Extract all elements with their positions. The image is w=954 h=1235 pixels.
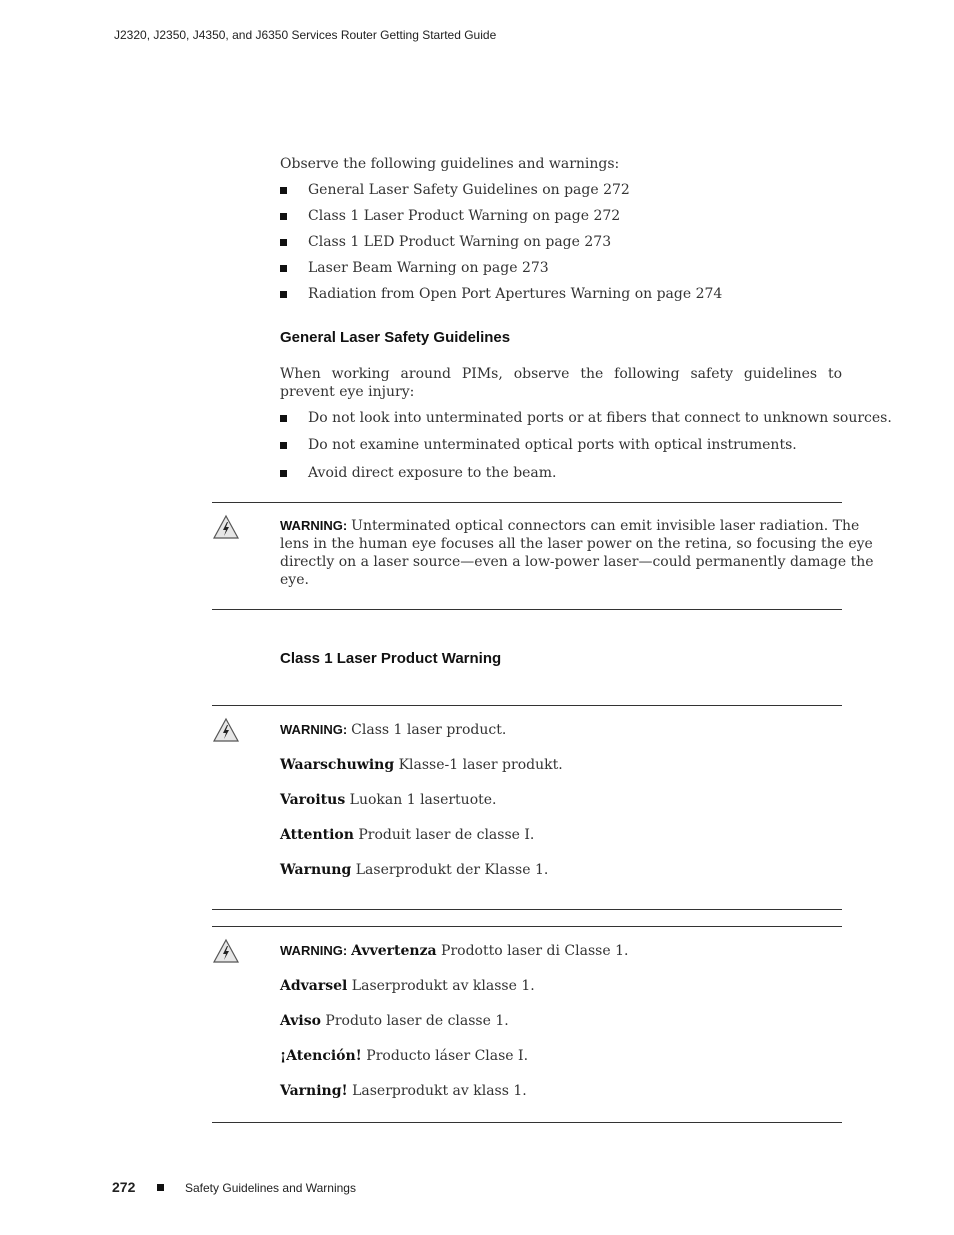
toc-item <box>280 234 850 254</box>
warning-label: WARNING: <box>280 722 348 737</box>
translation-line <box>280 792 497 808</box>
divider <box>212 909 842 910</box>
warning-line <box>280 722 506 738</box>
toc-item <box>280 208 850 228</box>
translation-text: Klasse-1 laser produkt. <box>398 757 563 773</box>
footer-bullet <box>157 1184 164 1191</box>
translation-text: Laserprodukt der Klasse 1. <box>355 862 549 878</box>
bullet-square <box>280 187 287 194</box>
guideline-item <box>280 437 850 457</box>
bullet-square <box>280 213 287 220</box>
warning-text: lens in the human eye focuses all the laser power on the retina, so focusing the eye <box>280 536 873 552</box>
page-number: 272 <box>112 1179 136 1195</box>
guideline-item <box>280 410 892 430</box>
warning-text: Unterminated optical connectors can emit invisible laser radiation. The <box>351 518 860 534</box>
intro-text: Observe the following guidelines and warnings: <box>280 156 620 172</box>
footer-section: Safety Guidelines and Warnings <box>185 1181 356 1195</box>
bullet-square <box>280 442 287 449</box>
translation-text: Produto laser de classe 1. <box>325 1013 509 1029</box>
translation-language: Attention <box>280 827 354 843</box>
warning-label: WARNING: <box>280 943 348 958</box>
translation-language: Waarschuwing <box>280 757 395 773</box>
translation-language: Aviso <box>280 1013 321 1029</box>
warning-line <box>280 554 874 570</box>
section-heading-class1-laser: Class 1 Laser Product Warning <box>280 650 502 667</box>
translation-language: Varning! <box>280 1083 348 1099</box>
bullet-square <box>280 239 287 246</box>
guideline-label: Avoid direct exposure to the beam. <box>308 465 557 481</box>
guideline-label: Do not look into unterminated ports or at fibers that connect to unknown sources. <box>308 410 892 426</box>
lightning-warning-triangle-icon <box>212 514 240 540</box>
translation-language: Varoitus <box>280 792 346 808</box>
warning-line <box>280 536 873 552</box>
translation-text: Prodotto laser di Classe 1. <box>441 943 629 959</box>
guideline-label: Do not examine unterminated optical ports with optical instruments. <box>308 437 797 453</box>
warning-line <box>280 943 628 959</box>
warning-text: eye. <box>280 572 309 588</box>
guideline-item <box>280 465 850 485</box>
toc-item <box>280 182 850 202</box>
toc-item-label: Class 1 LED Product Warning on page 273 <box>308 234 612 250</box>
divider <box>212 705 842 706</box>
warning-label: WARNING: <box>280 518 348 533</box>
toc-item-label: General Laser Safety Guidelines on page 272 <box>308 182 630 198</box>
translation-line <box>280 1013 509 1029</box>
lightning-warning-triangle-icon <box>212 938 240 964</box>
translation-text: Producto láser Clase I. <box>366 1048 529 1064</box>
translation-line <box>280 757 563 773</box>
divider <box>212 502 842 503</box>
divider <box>212 1122 842 1123</box>
warning-line <box>280 572 309 588</box>
toc-item <box>280 260 850 280</box>
section-heading-general-laser: General Laser Safety Guidelines <box>280 329 511 346</box>
toc-item-label: Class 1 Laser Product Warning on page 272 <box>308 208 621 224</box>
translation-text: Produit laser de classe I. <box>358 827 535 843</box>
translation-line <box>280 827 534 843</box>
toc-item <box>280 286 850 306</box>
translation-line <box>280 862 548 878</box>
bullet-square <box>280 415 287 422</box>
section-paragraph: When working around PIMs, observe the following safety guidelines to prevent eye injury: <box>280 366 842 400</box>
running-header: J2320, J2350, J4350, and J6350 Services Router Getting Started Guide <box>114 28 497 42</box>
translation-line <box>280 1083 527 1099</box>
translation-text: Laserprodukt av klasse 1. <box>351 978 535 994</box>
warning-line <box>280 518 859 534</box>
bullet-square <box>280 265 287 272</box>
toc-item-label: Laser Beam Warning on page 273 <box>308 260 549 276</box>
translation-language: Warnung <box>280 862 352 878</box>
bullet-square <box>280 291 287 298</box>
translation-line <box>280 1048 528 1064</box>
warning-text: directly on a laser source—even a low-power laser—could permanently damage the <box>280 554 874 570</box>
translation-line <box>280 978 535 994</box>
translation-language: ¡Atención! <box>280 1048 362 1064</box>
bullet-square <box>280 470 287 477</box>
translation-text: Laserprodukt av klass 1. <box>352 1083 527 1099</box>
toc-item-label: Radiation from Open Port Apertures Warning on page 274 <box>308 286 723 302</box>
warning-text: Class 1 laser product. <box>351 722 507 738</box>
divider <box>212 926 842 927</box>
translation-language: Avvertenza <box>351 943 437 959</box>
lightning-warning-triangle-icon <box>212 717 240 743</box>
divider <box>212 609 842 610</box>
translation-language: Advarsel <box>280 978 348 994</box>
translation-text: Luokan 1 lasertuote. <box>349 792 497 808</box>
